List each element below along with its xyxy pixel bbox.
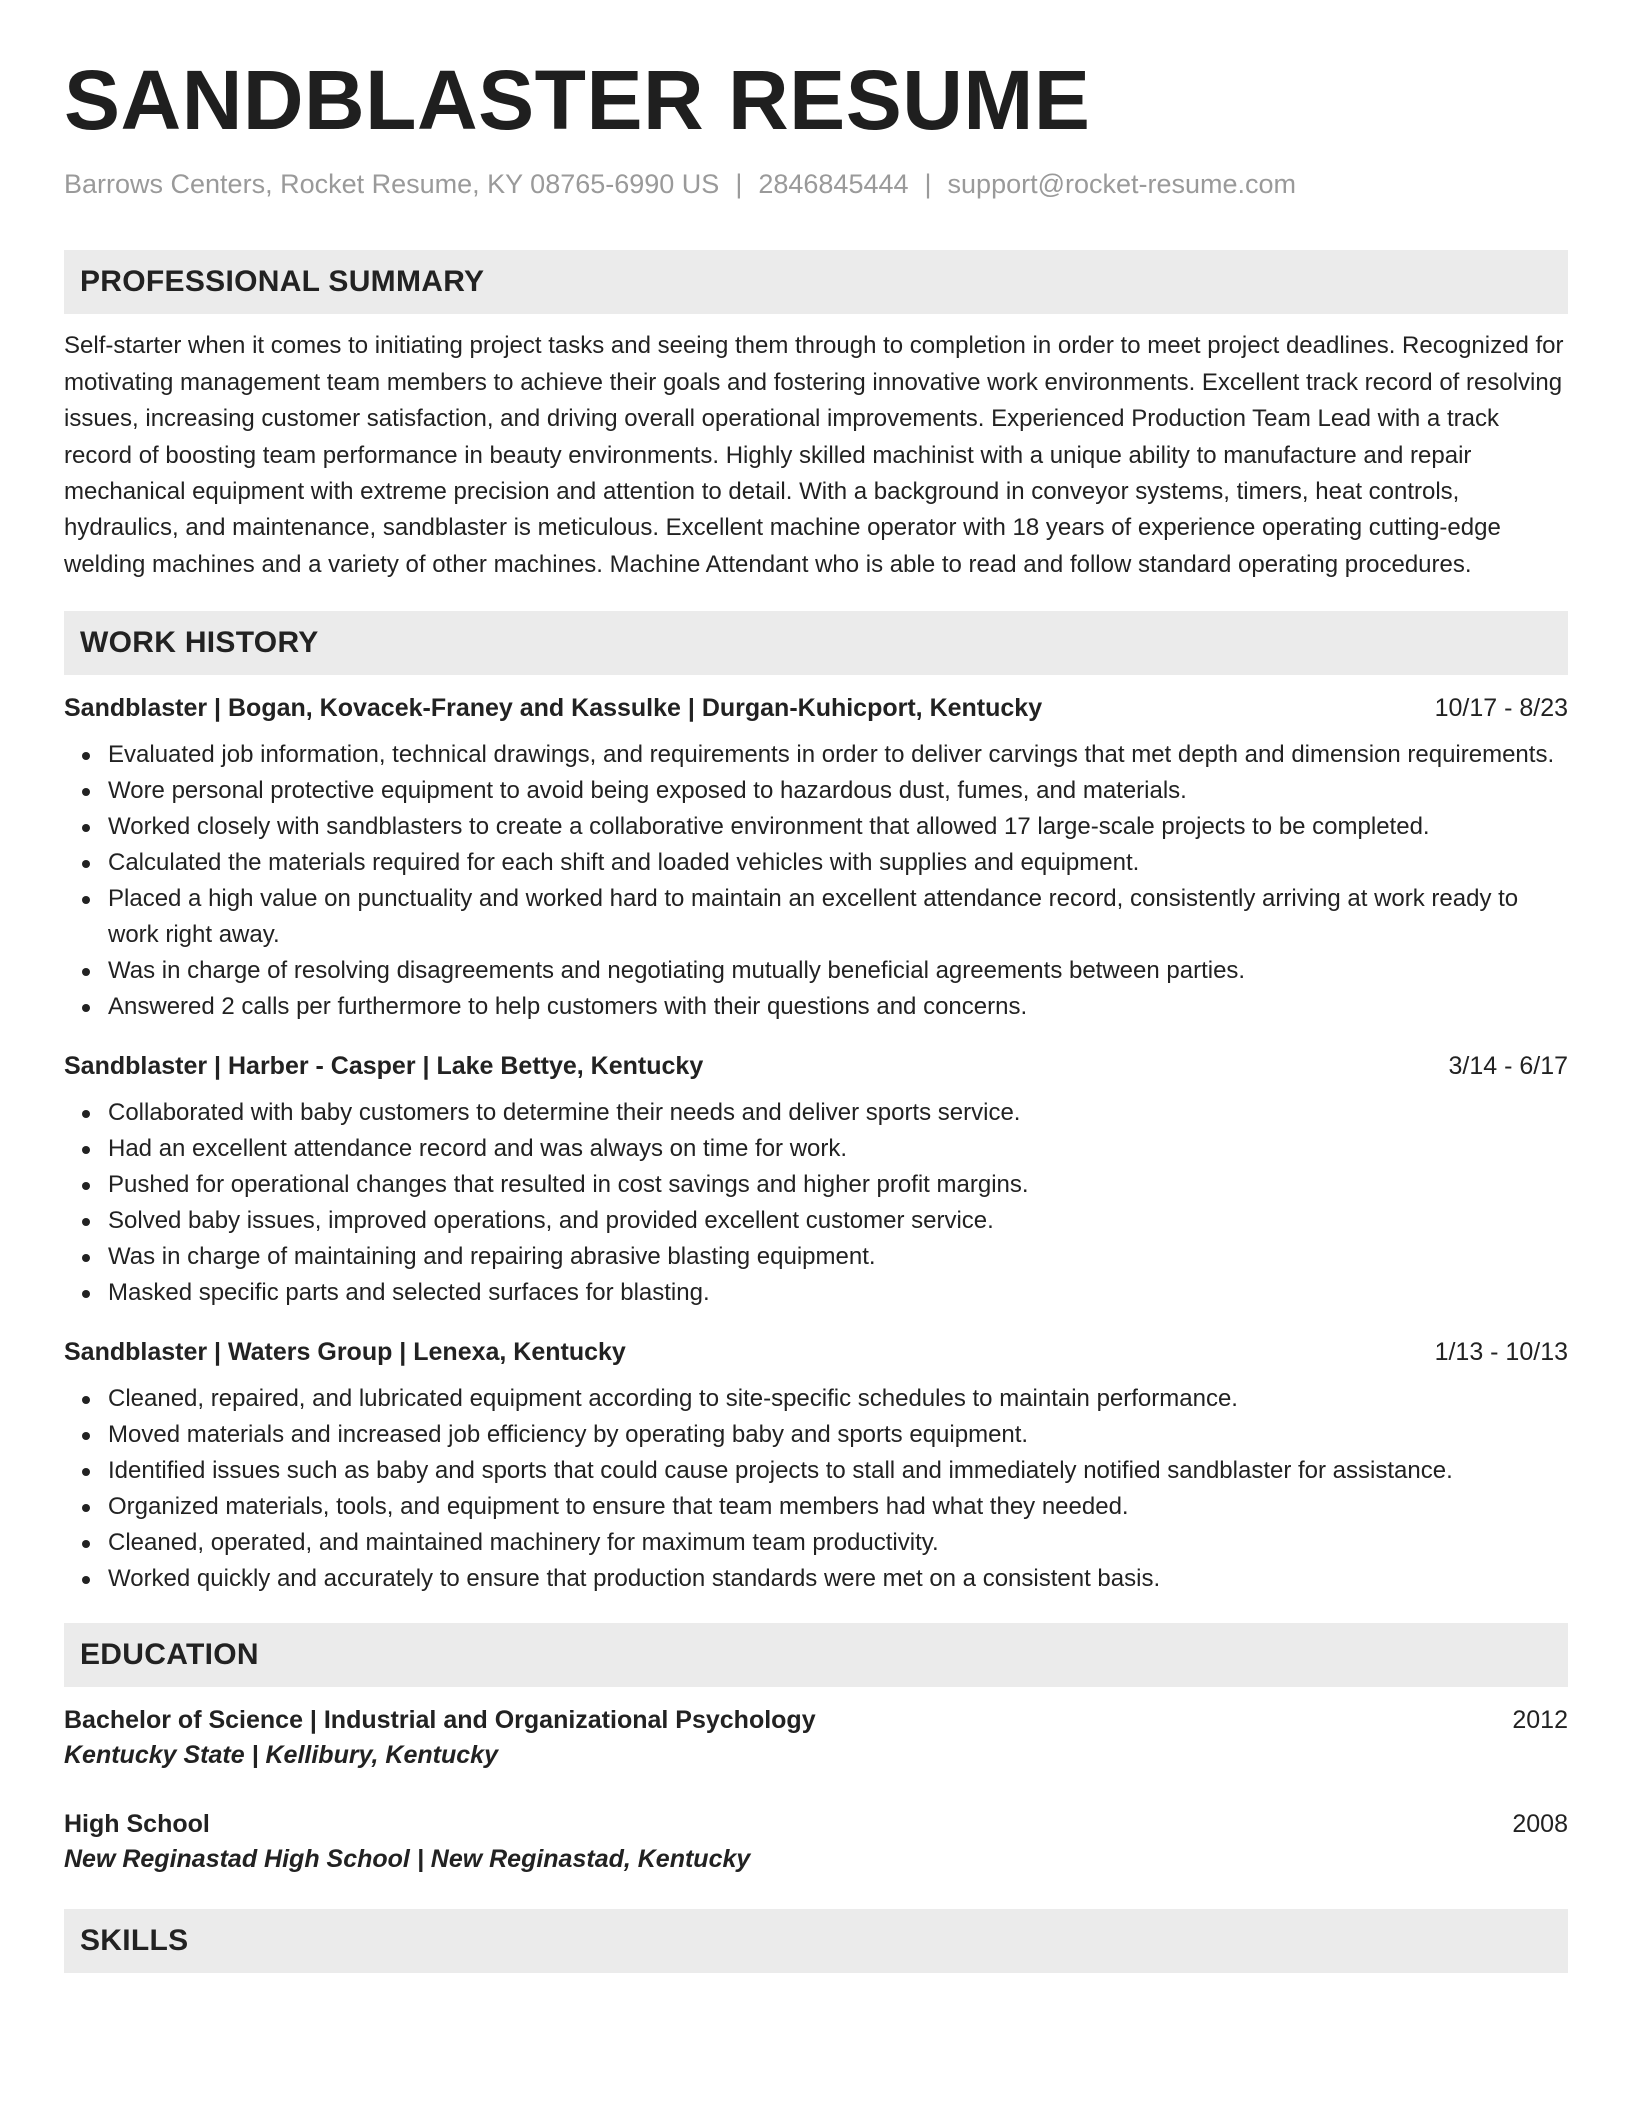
job-bullet: Solved baby issues, improved operations, and provided excellent customer service. [64,1203,1568,1239]
job-bullets [64,737,1568,1025]
job-title: Sandblaster | Bogan, Kovacek-Franey and Kassulke | Durgan-Kuhicport, Kentucky [64,694,1043,723]
summary-text: Self-starter when it comes to initiating project tasks and seeing them through to completion in order to meet project deadlines. Recognized for motivating management team members to achieve their goals and fostering innovative work environments. Excellent track record of resolving issues, increasing customer satisfaction, and driving overall operational improvements. Experienced Production Team Lead with a track record of boosting team performance in beauty environments. Highly skilled machinist with a unique ability to manufacture and repair mechanical equipment with extreme precision and attention to detail. With a background in conveyor systems, timers, heat controls, hydraulics, and maintenance, sandblaster is meticulous. Excellent machine operator with 18 years of experience operating cutting-edge welding machines and a variety of other machines. Machine Attendant who is able to read and follow standard operating procedures. [64,332,1564,578]
education-header [64,1807,1568,1841]
education-year: 2012 [1512,1706,1568,1735]
job-entry [64,691,1568,1025]
education-school: New Reginastad High School | New Reginastad, Kentucky [64,1845,751,1874]
job-bullets [64,1095,1568,1311]
job-bullet: Organized materials, tools, and equipment to ensure that team members had what they needed. [64,1489,1568,1525]
job-dates: 1/13 - 10/13 [1434,1338,1568,1367]
job-header [64,691,1568,725]
education-school: Kentucky State | Kellibury, Kentucky [64,1741,498,1770]
job-bullet: Evaluated job information, technical drawings, and requirements in order to deliver carvings that met depth and dimension requirements. [64,737,1568,773]
job-bullet: Answered 2 calls per furthermore to help customers with their questions and concerns. [64,989,1568,1025]
job-entry [64,1335,1568,1597]
contact-line [64,168,1568,200]
job-bullet: Was in charge of maintaining and repairing abrasive blasting equipment. [64,1239,1568,1275]
education-section-heading: EDUCATION [64,1623,1568,1687]
job-bullets [64,1381,1568,1597]
education-header [64,1703,1568,1737]
job-bullet: Calculated the materials required for each shift and loaded vehicles with supplies and equipment. [64,845,1568,881]
skills-section-heading: SKILLS [64,1909,1568,1973]
contact-separator: | [735,169,743,199]
contact-phone: 2846845444 [758,169,909,199]
job-bullet: Cleaned, repaired, and lubricated equipment according to site-specific schedules to maintain performance. [64,1381,1568,1417]
job-bullet: Identified issues such as baby and sports that could cause projects to stall and immediately notified sandblaster for assistance. [64,1453,1568,1489]
job-bullet: Was in charge of resolving disagreements and negotiating mutually beneficial agreements between parties. [64,953,1568,989]
job-header [64,1049,1568,1083]
contact-address: Barrows Centers, Rocket Resume, KY 08765-6990 US [64,169,720,199]
job-bullet: Had an excellent attendance record and was always on time for work. [64,1131,1568,1167]
job-bullet: Masked specific parts and selected surfaces for blasting. [64,1275,1568,1311]
job-bullet: Cleaned, operated, and maintained machinery for maximum team productivity. [64,1525,1568,1561]
job-bullet: Worked closely with sandblasters to create a collaborative environment that allowed 17 large-scale projects to be completed. [64,809,1568,845]
job-bullet: Placed a high value on punctuality and worked hard to maintain an excellent attendance record, consistently arriving at work ready to work right away. [64,881,1568,953]
education-degree: Bachelor of Science | Industrial and Organizational Psychology [64,1706,816,1735]
job-bullet: Pushed for operational changes that resulted in cost savings and higher profit margins. [64,1167,1568,1203]
resume-title: SANDBLASTER RESUME [64,53,1091,147]
job-title: Sandblaster | Waters Group | Lenexa, Kentucky [64,1338,626,1367]
contact-email: support@rocket-resume.com [947,169,1297,199]
job-entry [64,1049,1568,1311]
education-year: 2008 [1512,1810,1568,1839]
job-header [64,1335,1568,1369]
job-bullet: Moved materials and increased job efficiency by operating baby and sports equipment. [64,1417,1568,1453]
job-dates: 3/14 - 6/17 [1448,1052,1568,1081]
education-degree: High School [64,1810,210,1839]
job-title: Sandblaster | Harber - Casper | Lake Bettye, Kentucky [64,1052,704,1081]
job-bullet: Worked quickly and accurately to ensure that production standards were met on a consistent basis. [64,1561,1568,1597]
contact-separator: | [924,169,932,199]
job-bullet: Collaborated with baby customers to determine their needs and deliver sports service. [64,1095,1568,1131]
job-dates: 10/17 - 8/23 [1434,694,1568,723]
work-history-section-heading: WORK HISTORY [64,611,1568,675]
education-entry [64,1703,1568,1773]
job-bullet: Wore personal protective equipment to avoid being exposed to hazardous dust, fumes, and materials. [64,773,1568,809]
summary-section-heading: PROFESSIONAL SUMMARY [64,250,1568,314]
education-entry [64,1807,1568,1877]
